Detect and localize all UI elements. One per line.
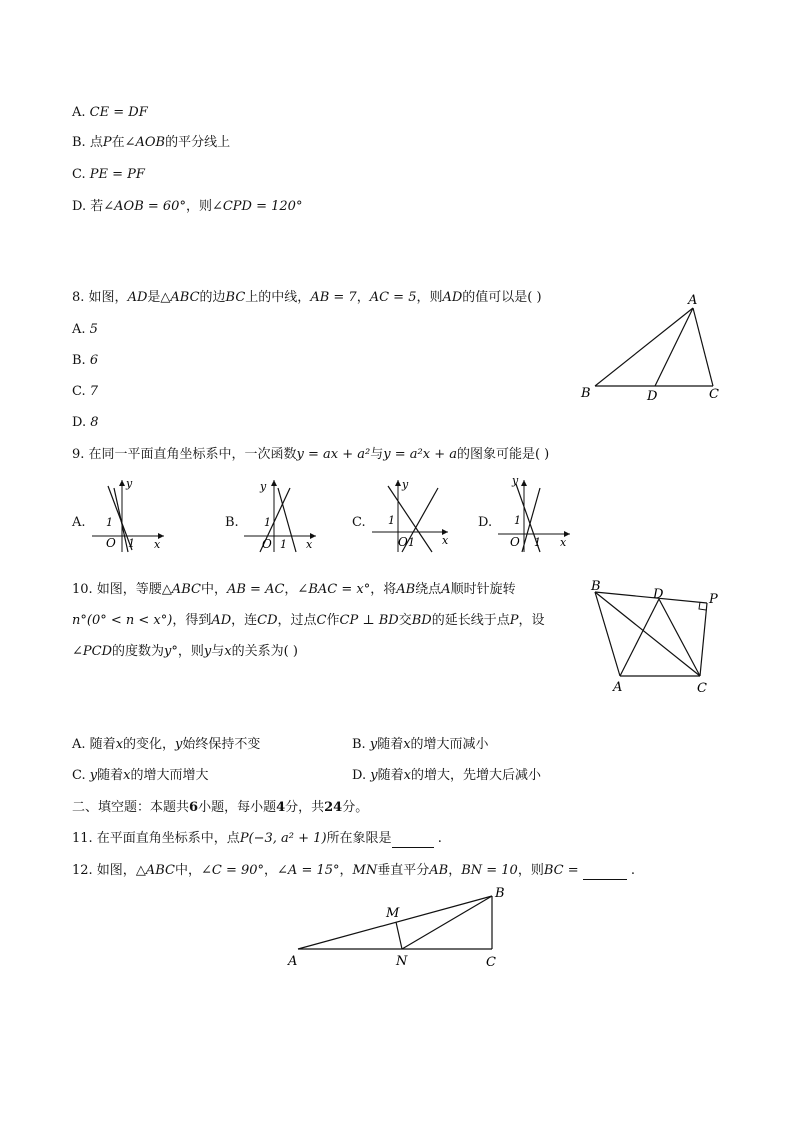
math-var: y [203,644,212,659]
text: . [437,831,442,846]
q7-option-a [72,104,148,122]
y-arrow-icon [395,480,401,486]
math-var: BD [411,613,432,628]
q8-option-c [72,383,98,401]
math-var: x [403,737,411,752]
math-expression: ∠CPD = 120° [211,199,303,214]
segment-mn [396,922,402,949]
math-var: y [89,768,98,783]
tick-x-1: 1 [128,537,135,550]
option-letter: C. [72,384,86,399]
y-arrow-icon [119,480,125,486]
q9-option-b-letter: B. [225,515,239,530]
text: 如图， [88,290,128,305]
q8-option-d [72,414,99,432]
label-b: B [495,886,505,901]
text: 绕点 [415,582,442,597]
label-n: N [396,954,408,969]
text: 二、填空题：本题共 [72,800,190,815]
q9-graph-d [494,474,574,554]
y-arrow-icon [521,480,527,486]
math-expression: CE = DF [89,105,148,120]
text: 的关系为( ) [231,644,298,659]
label-p: P [709,592,718,607]
math-var: y [369,737,378,752]
math-var: AD [211,613,232,628]
q10-option-a [72,736,260,754]
segment-ac [693,308,713,386]
math-expression: BN = 10 [461,863,518,878]
origin-label: O [106,536,116,550]
math-var: MN [352,863,378,878]
text: ，过点 [277,613,317,628]
q8-option-b [72,352,98,370]
text: 随着 [89,737,116,752]
q11-stem [72,830,442,848]
option-letter: B. [352,737,366,752]
text: 若 [90,199,104,214]
math-var: x [224,644,232,659]
math-expression: ∠C = 90° [200,863,265,878]
math-expression: n°(0° < n < x°) [72,613,173,628]
segment-bp [595,592,707,603]
count: 6 [189,800,199,815]
q9-graph-a [88,474,168,554]
text: 的变化， [123,737,176,752]
q10-option-b [352,736,489,754]
q8-option-a [72,321,98,339]
segment-ab [298,896,492,949]
count: 24 [324,800,343,815]
segment-bc [595,592,700,676]
question-number: 8. [72,290,85,305]
q8-triangle-figure [575,290,725,405]
section-heading-fill-in [72,799,368,817]
math-var: AD [442,290,463,305]
segment-bn [402,896,492,949]
math-var: A [441,582,451,597]
text: 垂直平分 [377,863,430,878]
math-var: P [102,135,112,150]
option-letter: A. [72,737,86,752]
math-var: y [370,768,378,783]
math-var: BC [225,290,246,305]
math-var: x [403,768,411,783]
math-var: y [175,737,183,752]
segment-ad [655,308,693,386]
math-expression: y° [164,644,178,659]
text: 是 [147,290,161,305]
text: 与 [370,447,384,462]
text: ，则 [416,290,443,305]
q7-option-b [72,134,230,152]
text: 的平分线上 [165,135,231,150]
option-value: 8 [90,415,99,430]
tick-y-1: 1 [388,514,395,527]
text: 小题，每小题 [198,800,277,815]
q9-option-a-letter: A. [72,515,86,530]
text: 的增大而增大 [130,768,209,783]
math-expression: AB = 7 [310,290,357,305]
text: 10. 如图，等腰 [72,582,162,597]
label-d: D [653,587,664,602]
text: 在 [111,135,125,150]
math-expression: △ABC [135,863,175,878]
text: ， [264,863,278,878]
text: 分，共 [285,800,325,815]
math-var: AB [429,863,449,878]
q10-stem-line-3 [72,643,298,661]
math-var: x [123,768,131,783]
math-var: x [115,737,124,752]
math-expression: PE = PF [89,167,145,182]
text: 的边 [199,290,226,305]
answer-blank[interactable] [392,833,434,848]
option-letter: B. [72,135,86,150]
option-letter: C. [72,768,86,783]
label-a: A [613,680,623,695]
option-value: 6 [89,353,99,368]
option-value: 7 [89,384,99,399]
segment-ad [620,599,659,676]
option-letter: B. [72,353,86,368]
math-expression: △ABC [161,582,201,597]
text: 分。 [342,800,369,815]
answer-blank[interactable] [583,865,627,880]
x-label: x [306,538,313,551]
segment-dc [659,599,700,676]
math-expression: CP ⊥ BD [339,613,399,628]
text: 始终保持不变 [182,737,261,752]
math-expression: P(−3, a² + 1) [239,831,327,846]
y-label: y [260,480,267,493]
label-d: D [647,389,658,404]
math-expression: y = ax + a² [296,447,371,462]
segment-ba [595,592,620,676]
math-var: AD [127,290,148,305]
text: 12. 如图， [72,863,136,878]
math-var: C [316,613,327,628]
q7-option-c [72,166,145,184]
text: 交 [398,613,412,628]
text: 随着 [377,737,404,752]
y-label: y [512,474,519,487]
segment-ab [595,308,693,386]
text: ，连 [231,613,258,628]
text: ， [356,290,370,305]
text: 点 [89,135,103,150]
q10-option-c [72,767,209,785]
text: ， [339,863,353,878]
math-var: CD [257,613,278,628]
text: 上的中线， [245,290,311,305]
tick-y-1: 1 [106,516,113,529]
text: 与 [211,644,225,659]
text: 中， [174,863,201,878]
label-b: B [591,579,601,594]
label-b: B [581,386,591,401]
option-letter: D. [352,768,367,783]
q12-right-triangle-figure [283,885,513,975]
tick-x-1: 1 [280,538,287,551]
y-label: y [126,477,133,490]
text: ， [284,582,298,597]
math-expression: △ABC [160,290,200,305]
text: ， [448,863,462,878]
text: ，设 [518,613,545,628]
math-expression: ∠PCD [72,644,113,659]
math-expression: ∠AOB [124,135,166,150]
text: 的度数为 [112,644,165,659]
tick-y-1: 1 [264,516,271,529]
option-letter: A. [72,322,86,337]
text: . [630,863,636,878]
text: 顺时针旋转 [450,582,516,597]
q7-option-d [72,198,302,216]
q9-option-d-letter: D. [478,515,493,530]
text: ，则 [185,199,212,214]
tick-x-1: 1 [408,536,415,549]
tick-x-1: 1 [534,536,541,549]
text: 随着 [377,768,404,783]
q9-stem [72,446,549,464]
q10-stem-line-1 [72,581,516,599]
q8-stem [72,289,542,307]
text: 的图象可能是( ) [456,447,550,462]
option-value: 5 [89,322,98,337]
math-expression: ∠BAC = x° [297,582,371,597]
q9-option-c-letter: C. [352,515,366,530]
q9-graph-b [240,474,320,554]
option-letter: A. [72,105,86,120]
segment-pc [700,603,707,676]
tick-y-1: 1 [514,514,521,527]
option-letter: D. [72,199,87,214]
text: 中， [200,582,227,597]
math-var: AB [396,582,416,597]
text: 的增大，先增大后减小 [410,768,541,783]
q9-graph-c [368,474,453,554]
math-expression: BC = [543,863,579,878]
y-arrow-icon [271,480,277,486]
label-a: A [288,954,298,969]
option-letter: D. [72,415,87,430]
text: 的值可以是( ) [462,290,542,305]
q12-stem [72,862,635,880]
text: 所在象限是 [326,831,392,846]
text: ，则 [177,644,204,659]
math-expression: ∠AOB = 60° [103,199,186,214]
text: ，得到 [172,613,212,628]
label-c: C [709,387,719,402]
text: ，将 [370,582,397,597]
q10-stem-line-2 [72,612,544,630]
text: 9. 在同一平面直角坐标系中，一次函数 [72,447,297,462]
y-label: y [402,478,409,491]
option-letter: C. [72,167,86,182]
text: ，则 [517,863,544,878]
math-expression: ∠A = 15° [277,863,340,878]
x-label: x [560,536,567,549]
x-label: x [154,538,161,551]
label-c: C [486,955,496,970]
origin-label: O [510,535,520,549]
text: 的增大而减小 [410,737,489,752]
origin-label: O [398,535,408,549]
x-label: x [442,534,449,547]
origin-label: O [262,537,272,551]
label-a: A [688,293,698,308]
text: 随着 [97,768,124,783]
math-var: P [509,613,519,628]
count: 4 [276,800,286,815]
label-m: M [386,906,400,921]
text: 作 [326,613,340,628]
q10-option-d [352,767,541,785]
math-expression: y = a²x + a [383,447,457,462]
math-expression: AB = AC [226,582,285,597]
text: 的延长线于点 [431,613,510,628]
label-c: C [697,681,707,696]
math-expression: AC = 5 [369,290,417,305]
text: 11. 在平面直角坐标系中，点 [72,831,240,846]
q10-quadrilateral-figure [585,578,725,698]
line-2 [114,488,128,552]
